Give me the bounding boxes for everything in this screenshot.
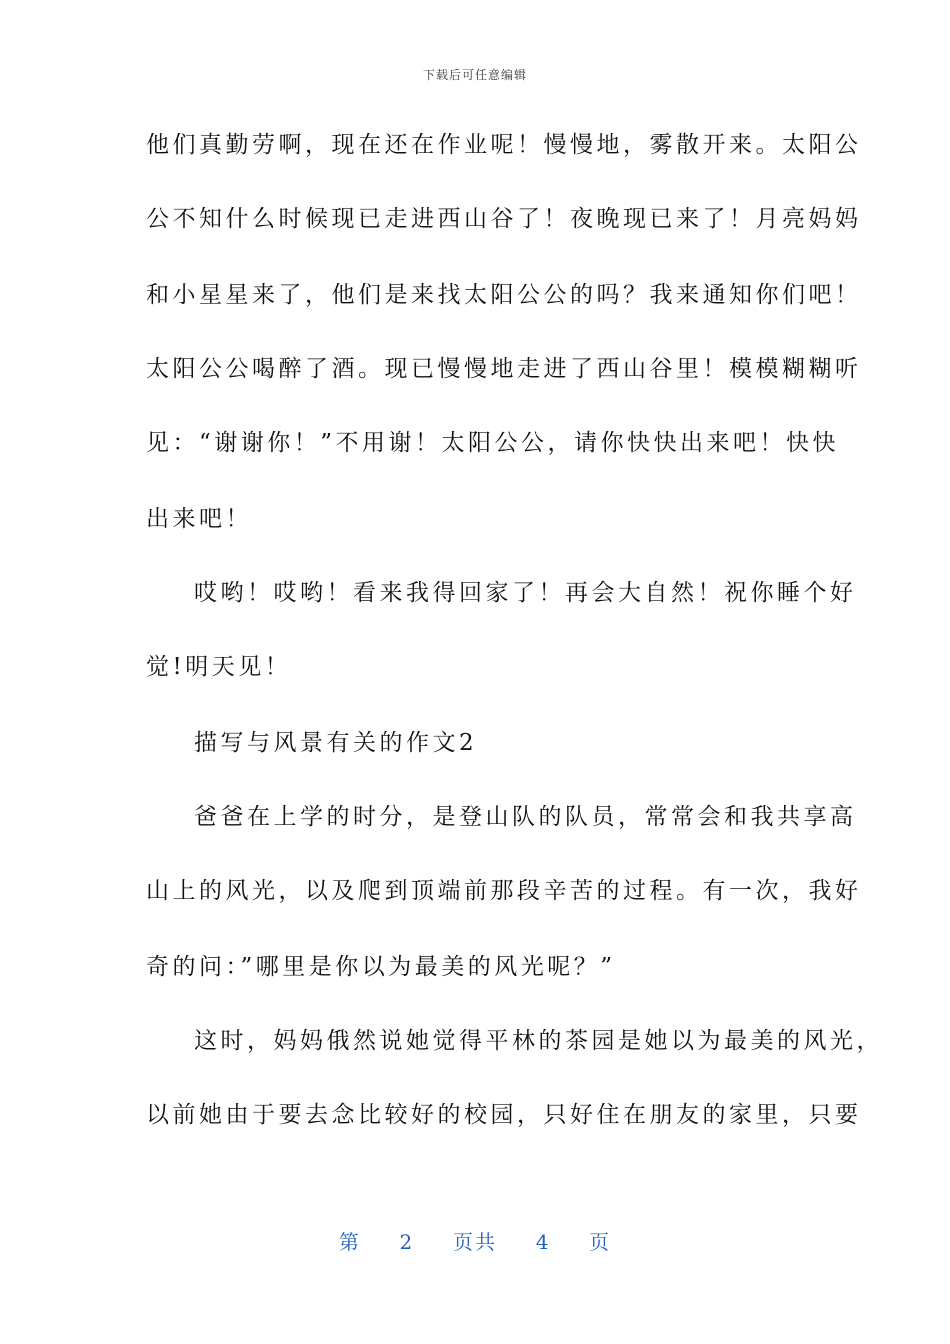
paragraph-line: 奇的问：”哪里是你以为最美的风光呢？”: [146, 954, 616, 980]
footer-middle: 页共: [453, 1230, 497, 1254]
paragraph-line: 爸爸在上学的时分，是登山队的队员，常常会和我共享高: [194, 804, 857, 830]
section-heading: 描写与风景有关的作文2: [194, 730, 478, 756]
paragraph-line: 太阳公公喝醉了酒。现已慢慢地走进了西山谷里！模模糊糊听: [146, 356, 862, 382]
footer-prefix: 第: [338, 1230, 361, 1254]
paragraph-line: 公不知什么时候现已走进西山谷了！夜晚现已来了！月亮妈妈: [146, 206, 862, 232]
paragraph-line: 见：“谢谢你！”不用谢！太阳公公，请你快快出来吧！快快: [146, 430, 840, 456]
paragraph-line: 出来吧！: [146, 506, 252, 532]
paragraph-line: 这时，妈妈俄然说她觉得平林的茶园是她以为最美的风光，: [194, 1028, 883, 1054]
paragraph-line: 觉!明天见！: [146, 654, 292, 680]
footer-suffix: 页: [589, 1230, 612, 1254]
page-footer: [0, 1226, 950, 1255]
total-pages-number: 4: [535, 1230, 551, 1254]
paragraph-line: 他们真勤劳啊，现在还在作业呢！慢慢地，雾散开来。太阳公: [146, 132, 862, 158]
paragraph-line: 以前她由于要去念比较好的校园，只好住在朋友的家里，只要: [146, 1102, 862, 1128]
paragraph-line: 哎哟！哎哟！看来我得回家了！再会大自然！祝你睡个好: [194, 580, 857, 606]
page-header: 下载后可任意编辑: [422, 68, 527, 82]
paragraph-line: 山上的风光，以及爬到顶端前那段辛苦的过程。有一次，我好: [146, 878, 862, 904]
paragraph-line: 和小星星来了，他们是来找太阳公公的吗？我来通知你们吧！: [146, 282, 862, 308]
current-page-number: 2: [399, 1230, 415, 1254]
